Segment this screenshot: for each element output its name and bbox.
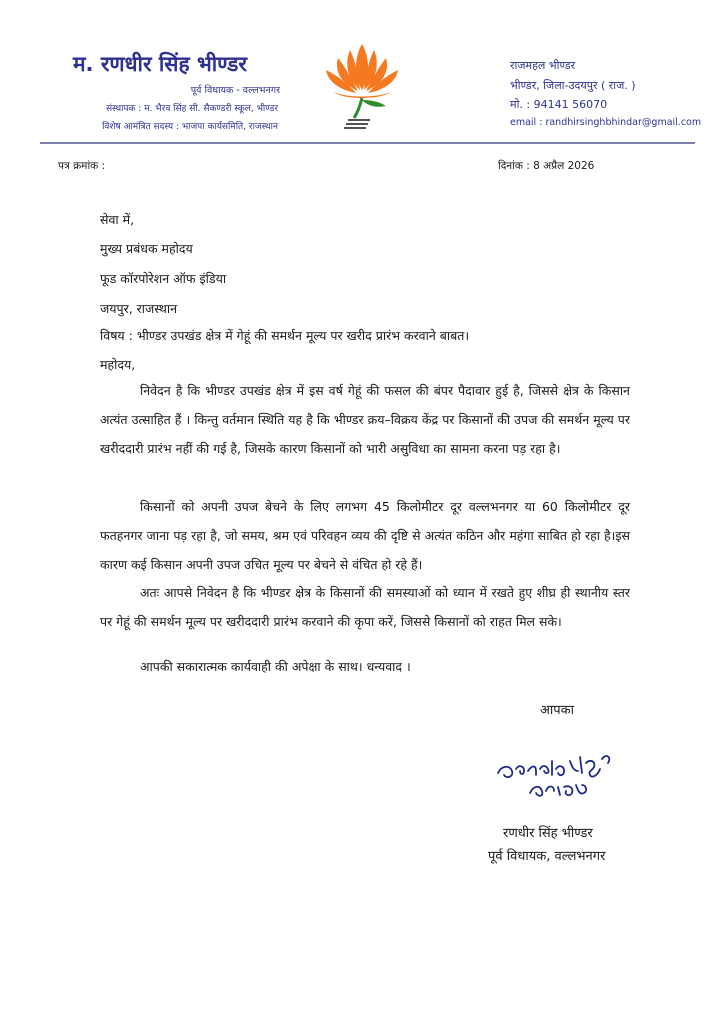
letterhead-name: म. रणधीर सिंह भीण्डर [73, 52, 247, 76]
address-line-2: भीण्डर, जिला-उदयपुर ( राज. ) [510, 79, 636, 92]
email-address: email : randhirsinghbhindar@gmail.com [510, 117, 702, 128]
reference-label: पत्र क्रमांक : [58, 160, 106, 172]
body-paragraph-2: किसानों को अपनी उपज बेचने के लिए लगभग 45 किलोमीटर दूर वल्लभनगर या 60 किलोमीटर दूर फतहनगर जाना पड़ रहा है, जो समय, श्रम एवं परिवहन व्यय की दृष्टि से अत्यंत कठिन और महंगा साबित हो रहा है।इस कारण कई किसान अपनी उपज उचित मूल्य पर बेचने से वंचित हो रहे हैं। [100, 499, 630, 572]
greeting: महोदय, [100, 357, 136, 372]
body-paragraph-4: आपकी सकारात्मक कार्यवाही की अपेक्षा के साथ। धन्यवाद । [140, 659, 411, 674]
closing-yours: आपका [540, 703, 575, 718]
recipient-line-2: फूड कॉरपोरेशन ऑफ इंडिया [100, 271, 227, 286]
salutation-to: सेवा में, [100, 212, 135, 227]
letterhead-special-member: विशेष आमंत्रित सदस्य : भाजपा कार्यसमिति, राजस्थान [102, 122, 278, 132]
address-line-1: राजमहल भीण्डर [510, 59, 576, 72]
handwritten-signature [490, 735, 640, 805]
lotus-icon [316, 40, 408, 132]
letter-date: दिनांक : 8 अप्रैल 2026 [498, 160, 595, 172]
recipient-line-1: मुख्य प्रबंधक महोदय [100, 241, 193, 256]
signatory-designation: पूर्व विधायक, वल्लभनगर [488, 849, 606, 864]
header-divider [40, 142, 695, 144]
signatory-name: रणधीर सिंह भीण्डर [503, 826, 593, 841]
subject-line: विषय : भीण्डर उपखंड क्षेत्र में गेहूं की समर्थन मूल्य पर खरीद प्रारंभ करवाने बाबत। [100, 328, 470, 343]
body-paragraph-3: अतः आपसे निवेदन है कि भीण्डर क्षेत्र के किसानों की समस्याओं को ध्यान में रखते हुए शीघ्र ही स्थानीय स्तर पर गेहूं की समर्थन मूल्य पर खरीददारी प्रारंभ करवाने की कृपा करें, जिससे किसानों को राहत मिल सके। [100, 585, 630, 629]
letterhead-founder: संस्थापक : म. भैरव सिंह सी. सैकण्डरी स्कूल, भीण्डर [105, 104, 278, 114]
body-paragraph-1: निवेदन है कि भीण्डर उपखंड क्षेत्र में इस वर्ष गेहूं की फसल की बंपर पैदावार हुई है, जिससे क्षेत्र के किसान अत्यंत उत्साहित हैं । किन्तु वर्तमान स्थिति यह है कि भीण्डर क्रय–विक्रय केंद्र पर किसानों की उपज की समर्थन मूल्य पर खरीददारी प्रारंभ नहीं की गई है, जिसके कारण किसानों को भारी असुविधा का सामना करना पड़ रहा है। [100, 383, 630, 456]
letterhead-title: पूर्व विधायक - वल्लभनगर [190, 85, 280, 96]
recipient-line-3: जयपुर, राजस्थान [100, 301, 178, 316]
mobile-number: मो. : 94141 56070 [510, 98, 608, 111]
